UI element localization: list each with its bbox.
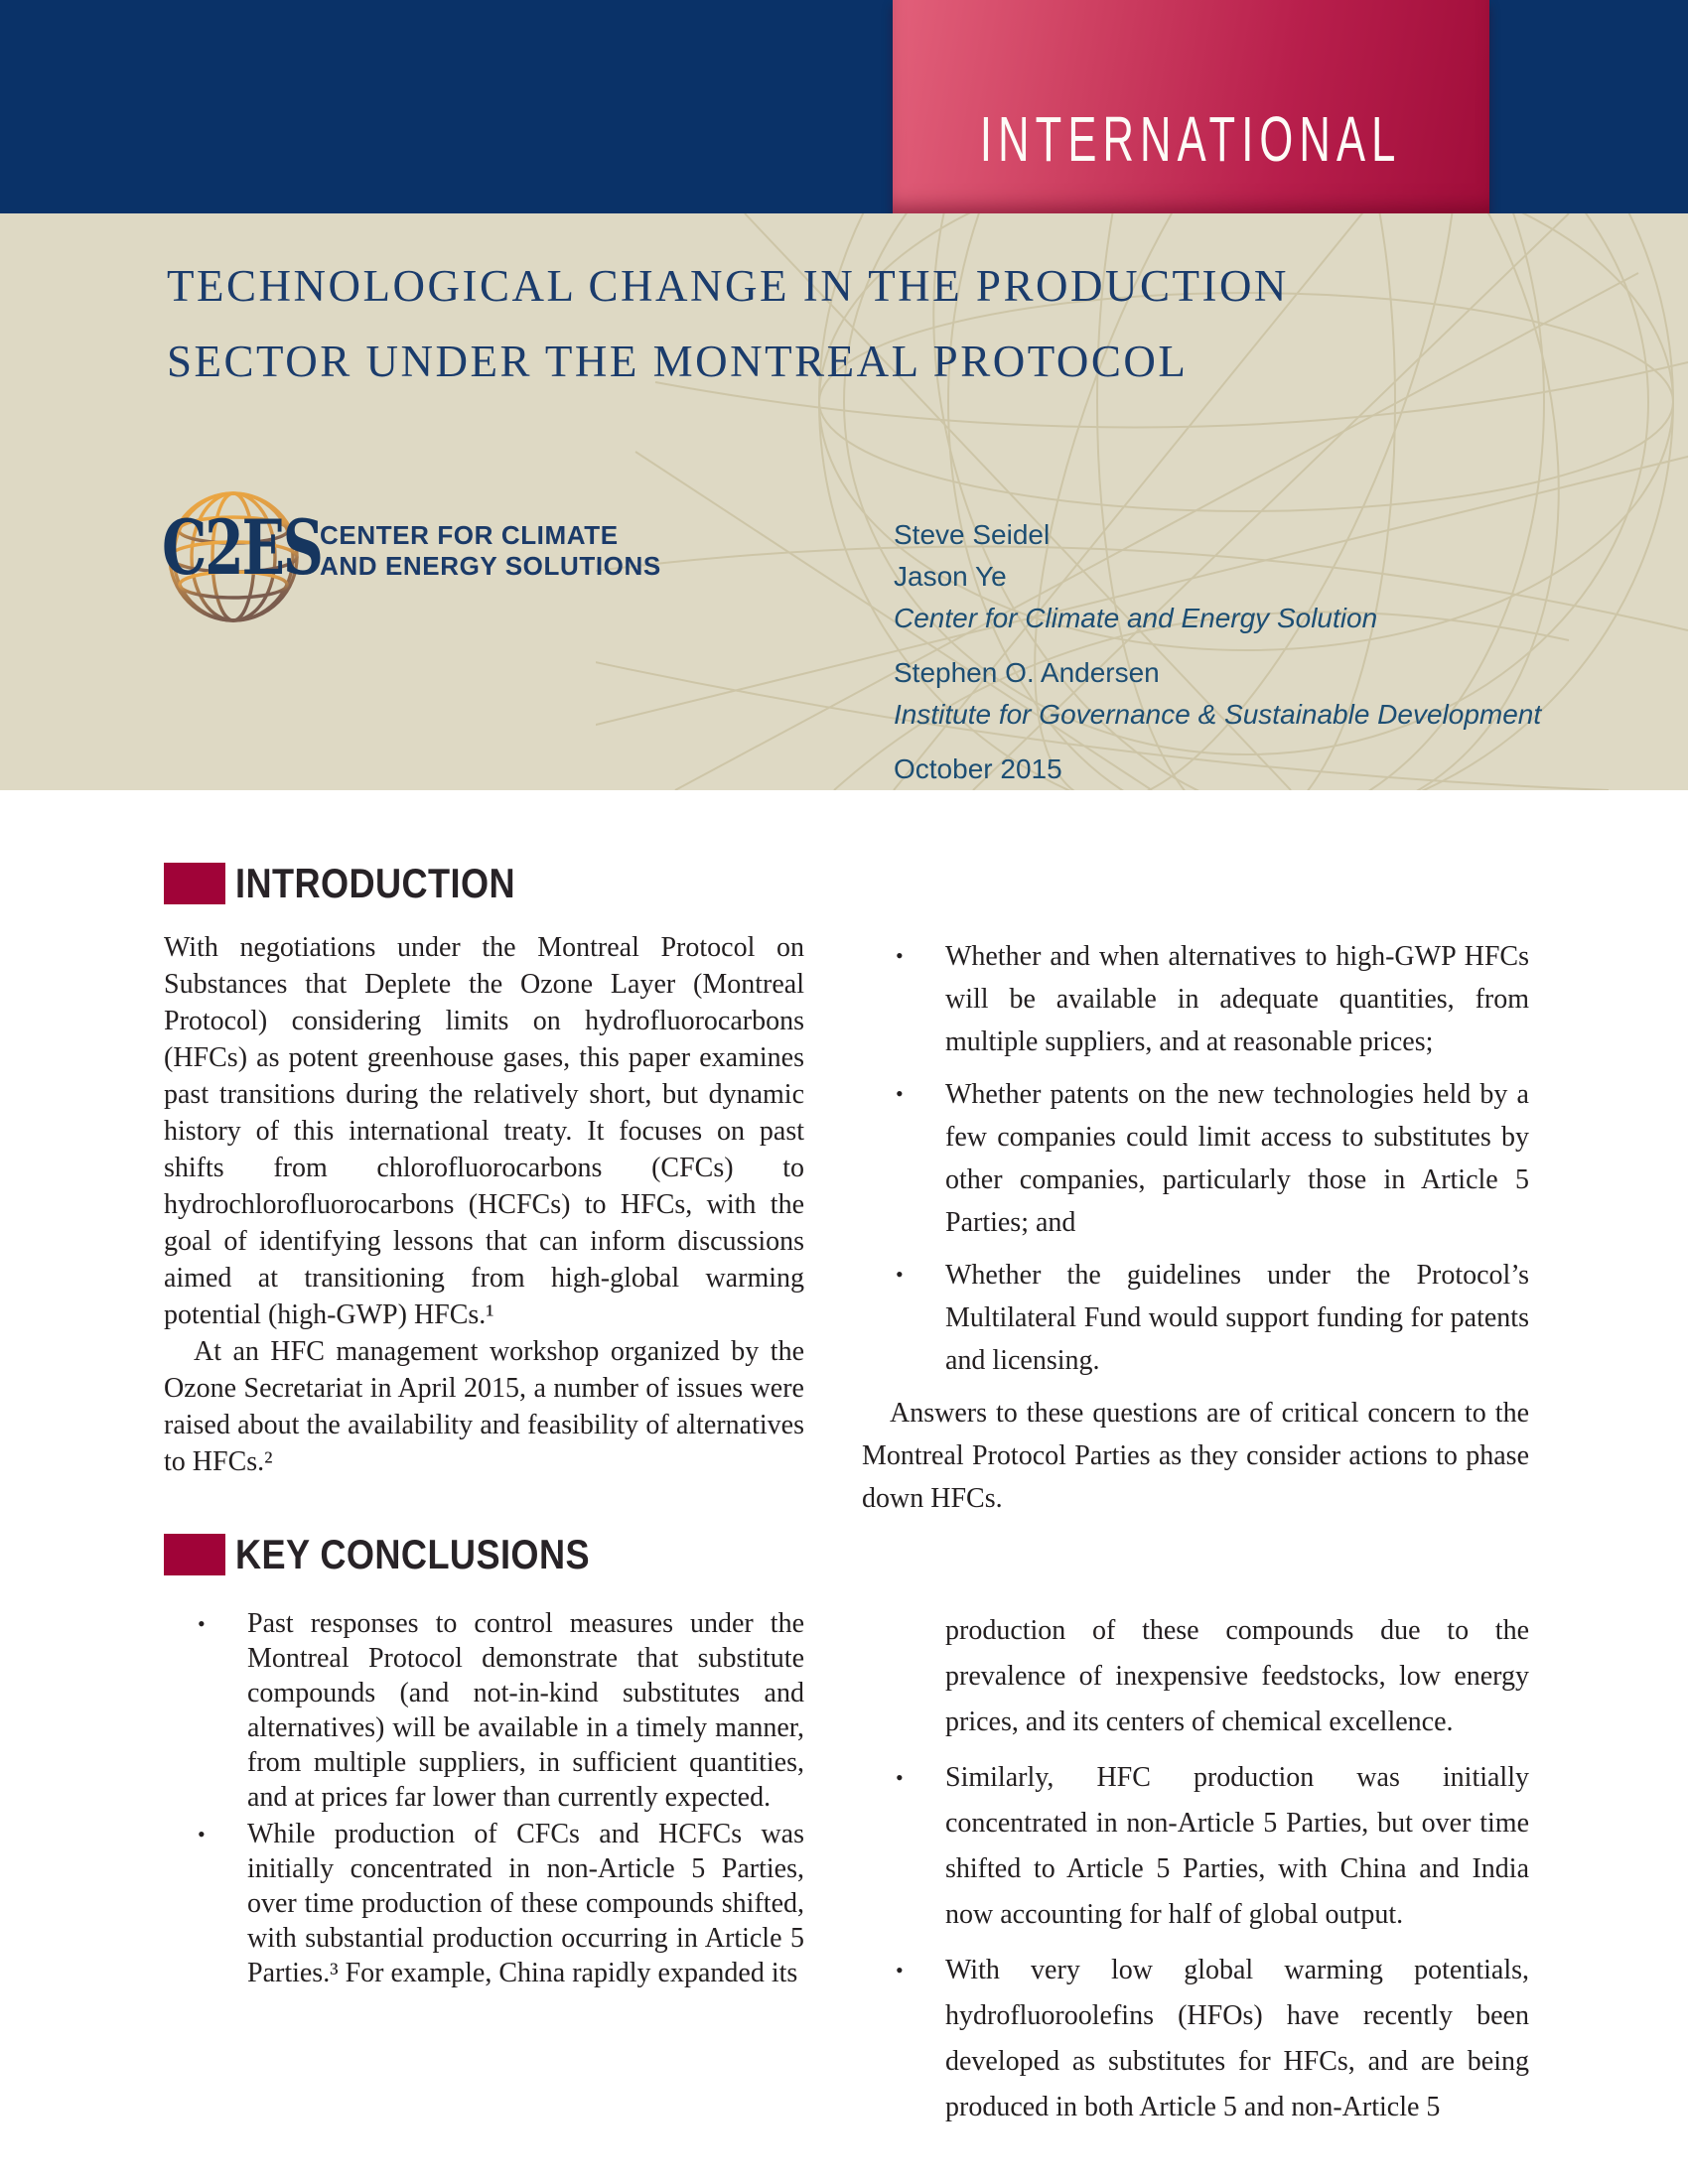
list-item <box>862 1755 1529 1938</box>
c2es-logotype: C2ES <box>162 503 322 592</box>
introduction-left-column <box>164 929 804 1520</box>
author-affiliation: Institute for Governance & Sustainable Development <box>894 699 1542 730</box>
bullet-marker: • <box>198 1822 206 1846</box>
section-key-conclusions <box>164 1529 1529 2140</box>
publication-date: October 2015 <box>894 753 1062 784</box>
bullet-marker: • <box>198 1611 206 1636</box>
key-conclusions-right-column <box>862 1600 1529 2140</box>
introduction-heading: INTRODUCTION <box>235 860 516 906</box>
key-conclusions-heading: KEY CONCLUSIONS <box>235 1531 591 1577</box>
bullet-marker: • <box>896 1262 904 1287</box>
kc-bullet-3: Similarly, HFC production was initially concentrated in non-Article 5 Parties, but over time shifted to Article 5 Parties, with China and India now accounting for half of global output. <box>945 1762 1529 1930</box>
kc-bullet-4: With very low global warming potentials, hydrofluoroolefins (HFOs) have recently been developed as substitutes for HFCs, and are being produced in both Article 5 and non-Article 5 <box>945 1955 1529 2122</box>
list-item <box>164 1817 804 1990</box>
author-affiliation: Center for Climate and Energy Solution <box>894 603 1378 633</box>
list-item <box>862 1073 1529 1244</box>
author-block <box>894 514 1541 790</box>
bullet-marker: • <box>896 1765 904 1790</box>
intro-bullet-3: Whether the guidelines under the Protocol’s Multilateral Fund would support funding for patents and licensing. <box>945 1260 1529 1376</box>
heading-square-marker <box>164 1534 225 1575</box>
kc-bullet-1: Past responses to control measures under the Montreal Protocol demonstrate that substitute compounds (and not-in-kind substitutes and alternatives) will be available in a timely manner, from multiple suppliers, in sufficient quantities, and at prices far lower than currently expected. <box>247 1608 804 1813</box>
bullet-marker: • <box>896 943 904 968</box>
introduction-heading-row <box>164 858 1529 909</box>
bullet-marker: • <box>896 1958 904 1982</box>
c2es-wordmark-line2: AND ENERGY SOLUTIONS <box>320 551 661 581</box>
bullet-marker: • <box>896 1081 904 1106</box>
kc-bullet-2: While production of CFCs and HCFCs was initially concentrated in non-Article 5 Parties, over time production of these compounds shifted, with substantial production occurring in Article 5 Parties.³ For example, China rapidly expanded its <box>247 1819 804 1988</box>
report-title-line2: SECTOR UNDER THE MONTREAL PROTOCOL <box>167 337 1189 386</box>
list-item <box>862 935 1529 1063</box>
banner-label: INTERNATIONAL <box>980 103 1402 175</box>
kc-bullet-2-continuation: production of these compounds due to the prevalence of inexpensive feedstocks, low energy prices, and its centers of chemical excellence. <box>945 1615 1529 1737</box>
list-item <box>862 1254 1529 1382</box>
key-conclusions-left-column <box>164 1600 804 2140</box>
introduction-right-column <box>862 929 1529 1520</box>
section-introduction <box>164 858 1529 1520</box>
intro-bullet-1: Whether and when alternatives to high-GWP HFCs will be available in adequate quantities, from multiple suppliers, and at reasonable prices; <box>945 941 1529 1057</box>
author-name: Jason Ye <box>894 561 1007 592</box>
list-item <box>164 1606 804 1815</box>
intro-paragraph-1: With negotiations under the Montreal Protocol on Substances that Deplete the Ozone Layer (Montreal Protocol) considering limits on hydrofluorocarbons (HFCs) as potent greenhouse gases, this paper examines past transitions during the relatively short, but dynamic history of this international treaty. It focuses on past shifts from chlorofluorocarbons (CFCs) to hydrochlorofluorocarbons (HCFCs) to HFCs, with the goal of identifying lessons that can inform discussions aimed at transitioning from high-global warming potential (high-GWP) HFCs.¹ <box>164 932 804 1330</box>
report-title-line1: TECHNOLOGICAL CHANGE IN THE PRODUCTION <box>167 261 1289 311</box>
heading-square-marker <box>164 863 225 904</box>
report-title <box>167 248 1289 399</box>
key-conclusions-heading-row <box>164 1529 1529 1580</box>
c2es-wordmark <box>320 520 661 582</box>
author-name: Steve Seidel <box>894 519 1051 550</box>
intro-paragraph-2: At an HFC management workshop organized by the Ozone Secretariat in April 2015, a number of issues were raised about the availability and feasibility of alternatives to HFCs.² <box>164 1336 804 1477</box>
author-name: Stephen O. Andersen <box>894 657 1160 688</box>
international-banner <box>893 0 1489 213</box>
intro-closing-paragraph: Answers to these questions are of critical concern to the Montreal Protocol Parties as they consider actions to phase down HFCs. <box>862 1398 1529 1514</box>
intro-bullet-2: Whether patents on the new technologies held by a few companies could limit access to substitutes by other companies, particularly those in Article 5 Parties; and <box>945 1079 1529 1238</box>
list-item <box>862 1948 1529 2130</box>
c2es-wordmark-line1: CENTER FOR CLIMATE <box>320 520 619 550</box>
